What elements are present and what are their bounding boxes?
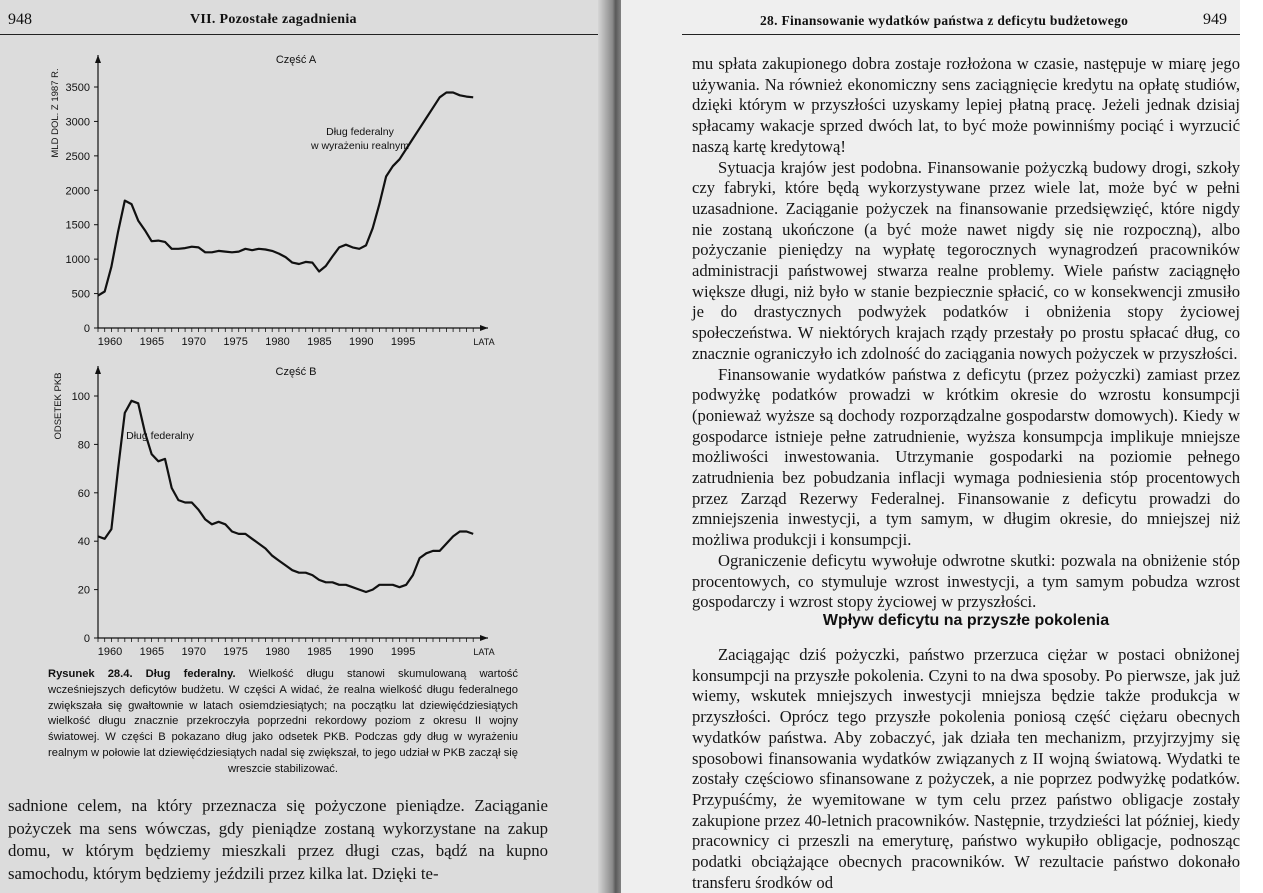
y-tick-label: 3500 xyxy=(65,82,90,94)
y-tick-label: 0 xyxy=(83,633,90,645)
x-tick-label: 1995 xyxy=(390,646,416,658)
x-tick-label: 1975 xyxy=(223,336,248,348)
x-tick-label: 1975 xyxy=(223,646,248,658)
left-paragraph: sadnione celem, na który przeznacza się pożyczone pieniądze. Zaciąganie pożyczek ma sens wówczas, gdy pieniądze zostaną wykorzystane na zakup domu, w którym będziemy mieszkali przez długi czas, bądź na kupno samochodu, którym będziemy jeździli przez kilka lat. Dzięki te- xyxy=(8,796,548,883)
chart-title: Część B xyxy=(275,366,317,378)
chart-part-a-svg xyxy=(8,45,593,350)
x-tick-label: 1960 xyxy=(97,336,123,348)
chart-part-b xyxy=(8,358,593,658)
y-axis-arrow-a xyxy=(95,55,101,63)
y-tick-label: 60 xyxy=(77,487,90,500)
x-tick-label: 1980 xyxy=(265,336,290,348)
x-tick-label: 1985 xyxy=(307,336,332,348)
right-paragraph-1: mu spłata zakupionego dobra zostaje rozłożona w czasie, następuje w miarę jego używania. Na również ekonomiczny sens zaciągnięcie kredytu na opłatę studiów, dzięki którym w przyszłości uzyskamy lepiej płatną pracę. Jeżeli jednak dzisiaj spłacamy wakacje sprzed dwóch lat, to być może powinniśmy pociąć i wyrzucić naszą kartę kredytową! xyxy=(692,54,1240,156)
y-tick-label: 20 xyxy=(77,584,90,597)
right-section-text xyxy=(692,645,1240,893)
chart-title: Część A xyxy=(275,54,317,66)
right-header-rule xyxy=(682,34,1240,35)
left-running-header: VII. Pozostałe zagadnienia xyxy=(190,12,357,27)
left-body-text xyxy=(8,795,548,885)
x-tick-label: 1985 xyxy=(307,646,332,658)
y-tick-label: 40 xyxy=(77,536,90,549)
series-annotation: Dług federalny xyxy=(326,126,394,138)
chart-part-b-svg xyxy=(8,358,593,658)
y-tick-label: 80 xyxy=(77,439,90,452)
y-axis-label: MLD DOL. Z 1987 R. xyxy=(50,68,61,158)
chart-part-a xyxy=(8,45,593,350)
y-axis-arrow-b xyxy=(95,366,101,374)
right-section-paragraph: Zaciągając dziś pożyczki, państwo przerzuca ciężar w postaci obniżonej konsumpcji na przyszłe pokolenia. Czyni to na dwa sposoby. Po pierwsze, jak już wiemy, wskutek mniejszych inwestycji mniejsza będzie także produkcja w przyszłości. Oprócz tego przyszłe pokolenia poniosą część ciężaru obecnych wydatków państwa. Aby zobaczyć, jak działa ten mechanizm, przyjrzyjmy się sposobowi finansowania wydatków związanych z II wojną światową. Wydatki te zostały częściowo sfinansowane z pożyczek, a nie poprzez podwyżkę podatków. Przypuśćmy, że wyemitowane w tym celu przez państwo obligacje zostały zakupione przez 40-letnich pracowników. Następnie, trzydzieści lat później, kiedy pracownicy ci przeszli na emeryturę, państwo wykupiło obligacje, podnosząc podatki obciążające obecnych pracowników. W rezultacie państwo dokonało transferu środków od xyxy=(692,645,1240,892)
x-axis-arrow-a xyxy=(480,325,488,331)
y-tick-label: 500 xyxy=(71,288,90,301)
series-annotation: Dług federalny xyxy=(126,430,194,442)
series-annotation: w wyrażeniu realnym xyxy=(310,140,410,152)
y-tick-label: 3000 xyxy=(65,116,90,129)
y-tick-label: 1500 xyxy=(65,219,90,232)
x-tick-label: 1980 xyxy=(265,646,290,658)
x-axis-label: LATA xyxy=(473,647,495,657)
x-axis-label: LATA xyxy=(473,337,495,347)
right-body-text xyxy=(692,54,1240,613)
x-tick-label: 1965 xyxy=(139,646,165,658)
x-tick-label: 1960 xyxy=(97,646,123,658)
section-heading: Wpływ deficytu na przyszłe pokolenia xyxy=(822,612,1110,629)
right-paragraph-2: Sytuacja krajów jest podobna. Finansowanie pożyczką budowy drogi, szkoły czy fabryki, które będą wykorzystywane przez wiele lat, może być w pełni uzasadnione. Zaciąganie pożyczek na finansowanie przedsięwzięć, które nigdy nie zostaną ukończone (a być może nawet nigdy się nie rozpoczną), albo pożyczanie pieniędzy na wypłatę tegorocznych wynagrodzeń pracowników administracji państwowej stwarza realne problemy. Wiele państw zaciągnęło większe długi, niż było w stanie bezpiecznie spłacić, co w konsekwencji zmusiło je do drastycznych podwyżek podatków i obniżenia stopy życiowej społeczeństwa. W niektórych krajach rządy przestały po prostu spłacać dług, co znacznie ograniczyło ich zdolność do zaciągania nowych pożyczek w przyszłości. xyxy=(692,157,1240,363)
right-running-header: 28. Finansowanie wydatków państwa z deficytu budżetowego xyxy=(760,13,1129,28)
x-tick-label: 1990 xyxy=(349,646,374,658)
right-paragraph-3: Finansowanie wydatków państwa z deficytu (przez pożyczki) zamiast przez podwyżkę podatków prowadzi w krótkim okresie do wzrostu konsumpcji (ponieważ wyższe są dochody rozporządzalne gospodarstw domowych). Kiedy w gospodarce istnieje pełne zatrudnienie, wyższa konsumpcja implikuje mniejsze możliwości inwestowania. Utrzymanie gospodarki na poziomie pełnego zatrudnienia bez pobudzania inflacji wymaga podniesienia stóp procentowych przez Zarząd Rezerwy Federalnej. Finansowanie z deficytu prowadzi do zmniejszenia inwestycji, a tym samym, w długim okresie, do mniejszej niż możliwa produkcji i konsumpcji. xyxy=(692,364,1240,550)
x-tick-label: 1990 xyxy=(349,336,374,348)
x-tick-label: 1995 xyxy=(390,336,416,348)
y-tick-label: 100 xyxy=(71,391,90,403)
y-tick-label: 0 xyxy=(83,323,90,335)
x-tick-label: 1970 xyxy=(181,646,206,658)
figure-caption xyxy=(48,667,518,778)
figure-caption-label: Rysunek 28.4. Dług federalny. xyxy=(48,668,236,680)
right-page-number: 949 xyxy=(1203,11,1227,28)
left-header-rule xyxy=(0,34,598,35)
x-axis-arrow-b xyxy=(480,635,488,641)
y-tick-label: 2000 xyxy=(65,185,90,198)
series-line-a xyxy=(98,93,473,296)
figure-caption-text: Wielkość długu stanowi skumulowaną wartość wcześniejszych deficytów budżetu. W części A widać, że realna wielkość długu federalnego zwiększała się gwałtownie w latach osiemdziesiątych; na początku lat dziewięćdziesiątych wielkość długu znacznie przekroczyła poprzedni rekordowy poziom z okresu II wojny światowej. W części B pokazano dług jako odsetek PKB. Podczas gdy dług w wyrażeniu realnym w połowie lat dziewięćdziesiątych nadal się zwiększał, to jego udział w PKB zaczął się wreszcie stabilizować. xyxy=(48,668,518,775)
y-axis-label: ODSETEK PKB xyxy=(53,372,64,440)
left-page xyxy=(0,0,612,893)
left-page-number: 948 xyxy=(8,11,32,28)
x-tick-label: 1970 xyxy=(181,336,206,348)
x-tick-label: 1965 xyxy=(139,336,165,348)
y-tick-label: 1000 xyxy=(65,254,90,267)
right-paragraph-4: Ograniczenie deficytu wywołuje odwrotne skutki: pozwala na obniżenie stóp procentowych, co stymuluje wzrost inwestycji, a tym samym pobudza wzrost gospodarczy i wzrost stopy życiowej w przyszłości. xyxy=(692,550,1240,612)
y-tick-label: 2500 xyxy=(65,150,90,163)
